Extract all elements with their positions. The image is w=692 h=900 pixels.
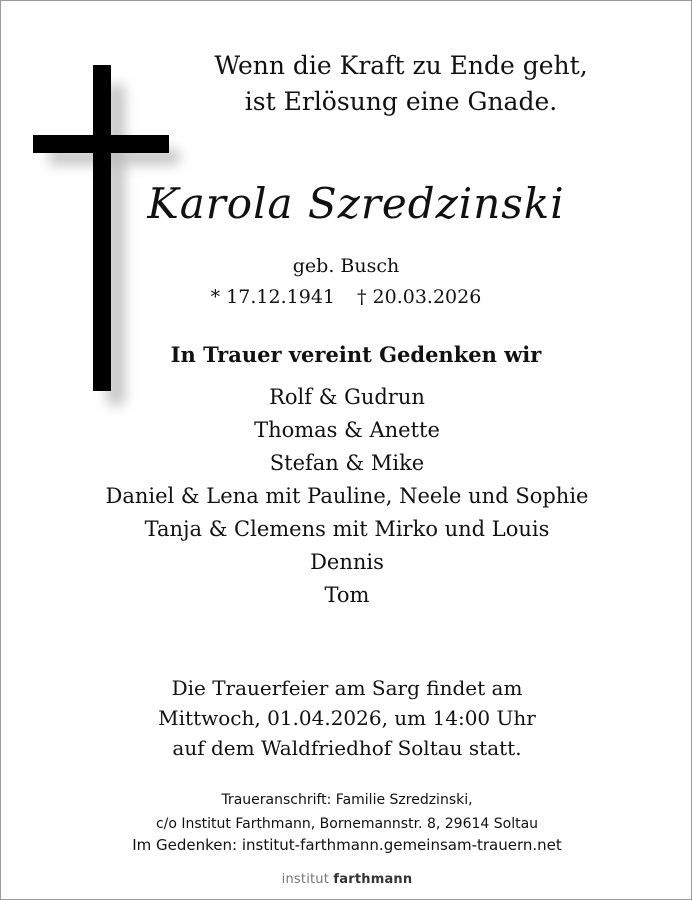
deceased-name: Karola Szredzinski <box>147 179 565 228</box>
address-line-2: c/o Institut Farthmann, Bornemannstr. 8, 29614 Soltau <box>155 816 539 832</box>
mourners-heading: In Trauer vereint Gedenken wir <box>170 342 542 367</box>
mourner-name: Tanja & Clemens mit Mirko und Louis <box>144 517 550 541</box>
service-line-2: Mittwoch, 01.04.2026, um 14:00 Uhr <box>158 706 536 730</box>
life-dates <box>161 286 531 308</box>
birth-date: * 17.12.1941 <box>210 286 335 308</box>
address-line-1: Traueranschrift: Familie Szredzinski, <box>221 792 473 808</box>
death-date: † 20.03.2026 <box>357 286 482 308</box>
birth-name: geb. Busch <box>292 255 400 277</box>
mourner-name: Thomas & Anette <box>254 418 440 442</box>
funeral-service-info <box>1 673 692 763</box>
mourner-name: Tom <box>324 583 370 607</box>
funeral-home-logo <box>1 872 692 887</box>
mourner-name: Stefan & Mike <box>269 451 425 475</box>
logo-part-institut: institut <box>281 872 330 887</box>
mourner-name: Daniel & Lena mit Pauline, Neele und Sophie <box>105 484 589 508</box>
service-line-1: Die Trauerfeier am Sarg findet am <box>171 676 523 700</box>
mourner-name: Rolf & Gudrun <box>269 385 425 409</box>
mourners-list <box>1 381 692 612</box>
mourner-name: Dennis <box>310 550 384 574</box>
service-line-3: auf dem Waldfriedhof Soltau statt. <box>172 736 522 760</box>
mourning-address <box>1 788 692 836</box>
logo-part-farthmann: farthmann <box>333 872 413 887</box>
online-memorial: Im Gedenken: institut-farthmann.gemeinsam-trauern.net <box>132 836 562 854</box>
motto-line-2: ist Erlösung eine Gnade. <box>244 87 558 116</box>
motto-line-1: Wenn die Kraft zu Ende geht, <box>214 51 588 80</box>
